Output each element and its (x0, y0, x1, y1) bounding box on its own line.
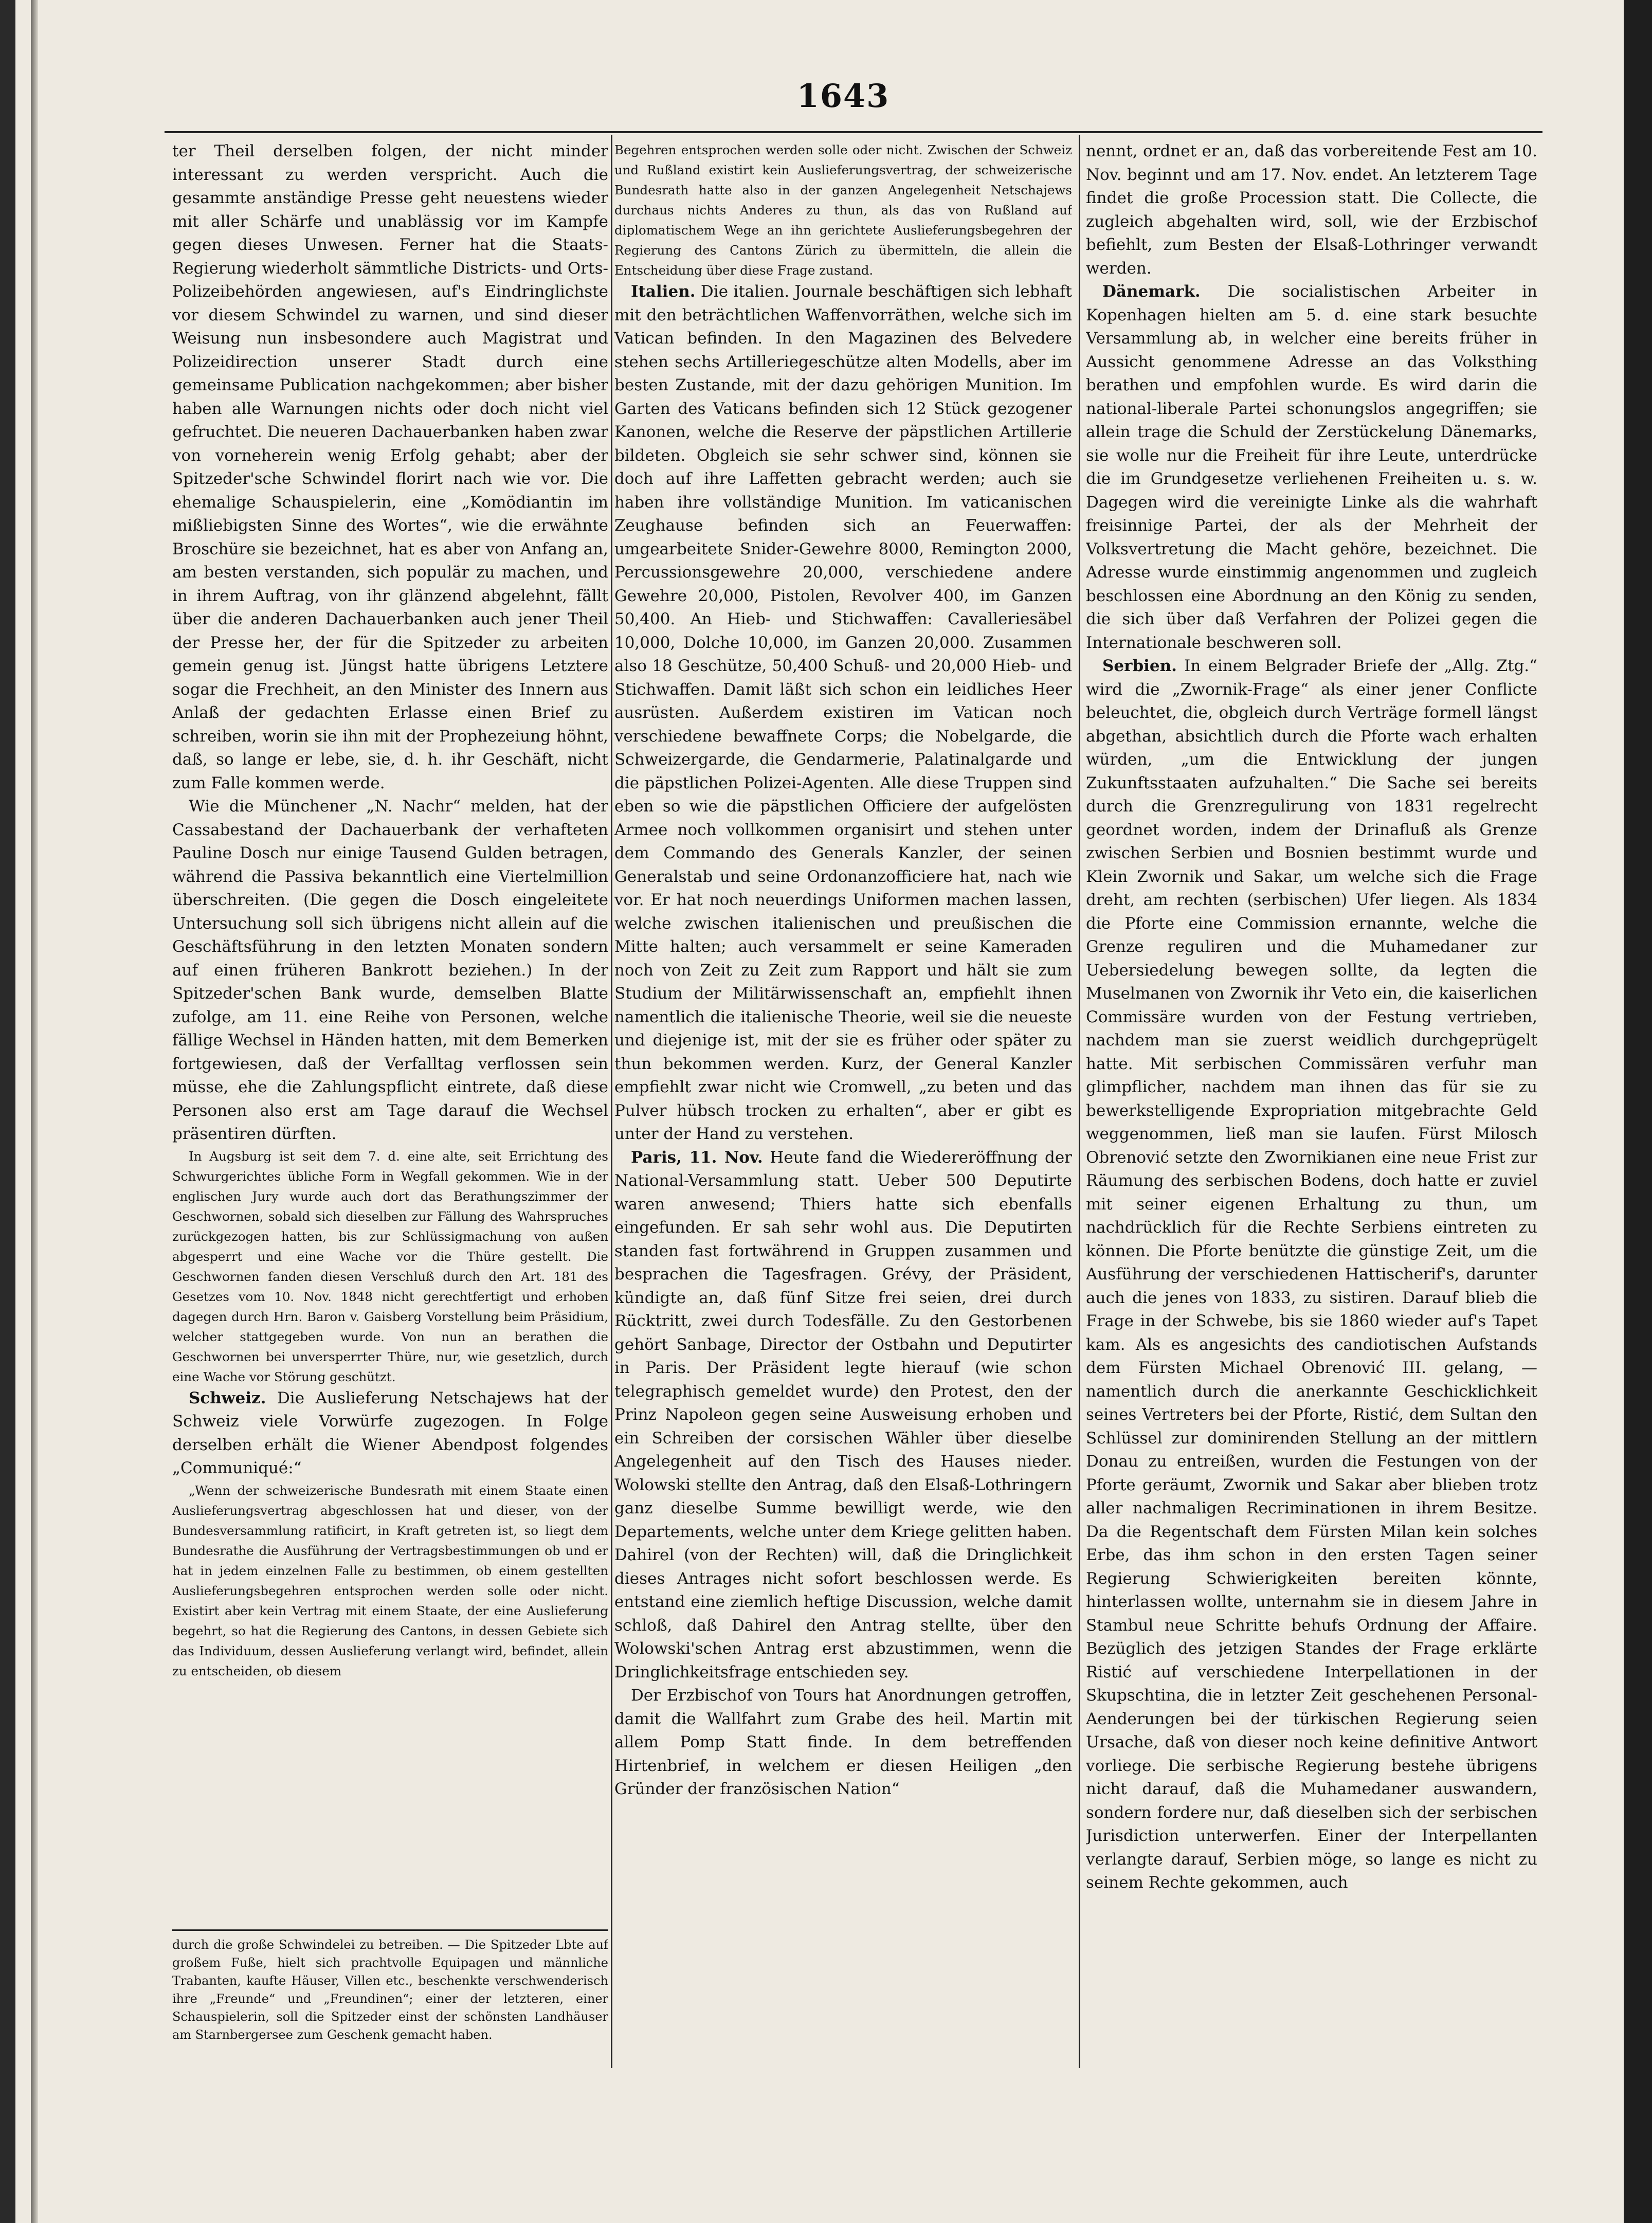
article-text: Die socialistischen Arbeiter in Kopenhagen hielten am 5. d. eine stark besuchte Versammlung ab, in welcher eine bereits früher in Aussicht genommene Adresse an das Volksthing berathen und empfohlen wurde. Es wird darin die national-liberale Partei schonungslos angegriffen; sie allein trage die Schuld der Zerstückelung Dänemarks, sie wolle nur die Freiheit für ihre Leute, unterdrücke die im Grundgesetze verliehenen Freiheiten u. s. w. Dagegen wird die vereinigte Linke als die wahrhaft freisinnige Partei, der als der Mehrheit der Volksvertretung die Macht gehöre, bezeichnet. Die Adresse wurde einstimmig angenommen und zugleich beschlossen eine Abordnung an den König zu senden, die sich über daß Verfahren der Polizei gegen die Internationale beschweren soll. (1086, 282, 1537, 652)
column-divider-1 (611, 135, 612, 2068)
column-divider-2 (1079, 135, 1080, 2068)
page-number: 1643 (796, 77, 890, 115)
article-paragraph: Wie die Münchener „N. Nachr“ melden, hat der Cassabestand der Dachauerbank der verhafteten Pauline Dosch nur einige Tausend Gulden betragen, während die Passiva bekanntlich eine Viertelmillion überschreiten. (Die gegen die Dosch eingeleitete Untersuchung soll sich übrigens nicht allein auf die Geschäftsführung in den letzten Monaten sondern auf einen früheren Bankrott beziehen.) In der Spitzeder'schen Bank wurde, demselben Blatte zufolge, am 11. eine Reihe von Personen, welche fällige Wechsel in Händen hatten, mit dem Bemerken fortgewiesen, daß der Verfalltag verflossen sein müsse, ehe die Zahlungspflicht eintrete, daß diese Personen also erst am Tage darauf die Wechsel präsentiren dürften. (172, 797, 608, 1143)
column-right (1086, 140, 1537, 2073)
article-text: In einem Belgrader Briefe der „Allg. Ztg.“ wird die „Zwornik-Frage“ als einer jener Conflicte beleuchtet, die, obgleich durch Verträge formell längst abgethan, absichtlich durch die Pforte wach erhalten würden, „um die Entwicklung der jungen Zukunftsstaaten aufzuhalten.“ Die Sache sei bereits durch die Grenzregulirung von 1831 regelrecht geordnet worden, indem der Drinafluß als Grenze zwischen Serbien und Bosnien bestimmt wurde und Klein Zwornik und Sakar, um welche sich die Frage dreht, am rechten (serbischen) Ufer liegen. Als 1834 die Pforte eine Commission ernannte, welche die Grenze reguliren und die Muhamedaner zur Uebersiedelung bewegen sollte, da legten die Muselmanen von Zwornik ihr Veto ein, die kaiserlichen Commissäre wurden von der Festung vertrieben, nachdem man sie zuerst weidlich durchgeprügelt hatte. Mit serbischen Commissären verfuhr man glimpflicher, nachdem man ihnen das für sie zu bewerkstelligende Expropriation mitgebrachte Geld weggenommen, ließ man sie laufen. Fürst Milosch Obrenović setzte den Zwornikianen eine neue Frist zur Räumung des serbischen Bodens, doch hatte er zuviel mit seiner eigenen Erhaltung zu thun, um nachdrücklich für die Rechte Serbiens eintreten zu können. Die Pforte benützte die günstige Zeit, um die Ausführung der verschiedenen Hattischerif's, darunter auch die jenes von 1833, zu sistiren. Darauf blieb die Frage in der Schwebe, bis sie 1860 wieder auf's Tapet kam. Als es angesichts des candiotischen Aufstands dem Fürsten Michael Obrenović III. gelang, — namentlich durch die anerkannte Geschicklichkeit seines Vertreters bei der Pforte, Ristić, dem Sultan den Schlüssel zur dominirenden Stellung an der mittlern Donau zu entreißen, wurden die Festungen von der Pforte geräumt, Zwornik und Sakar aber blieben trotz aller nachmaligen Recriminationen in ihrem Besitze. Da die Regentschaft dem Fürsten Milan kein solches Erbe, das ihm schon in den ersten Tagen seiner Regierung Schwierigkeiten bereiten könnte, hinterlassen wollte, unternahm sie in diesem Jahre in Stambul neue Schritte behufs Ordnung der Affaire. Bezüglich des jetzigen Standes der Frage erklärte Ristić auf verschiedene Interpellationen in der Skupschtina, die in letzter Zeit geschehenen Personal-Aenderungen bei der türkischen Regierung seien Ursache, daß von dieser noch keine definitive Antwort vorliege. Die serbische Regierung bestehe übrigens nicht darauf, daß die Muhamedaner auswandern, sondern fordere nur, daß dieselben sich der serbischen Jurisdiction unterwerfen. Einer der Interpellanten verlangte darauf, Serbien möge, so lange es nicht zu seinem Rechte gekommen, auch (1086, 657, 1537, 1892)
footnote: durch die große Schwindelei zu betreiben. — Die Spitzeder Lbte auf großem Fuße, hielt sich prachtvolle Equipagen und männliche Trabanten, kaufte Häuser, Villen etc., beschenkte verschwenderisch ihre „Freunde“ und „Freundinen“; einer der letzteren, einer Schauspielerin, soll die Spitzeder einst der schönsten Landhäuser am Starnbergersee zum Geschenk gemacht haben. (172, 1938, 608, 2042)
article-paragraph: nennt, ordnet er an, daß das vorbereitende Fest am 10. Nov. beginnt und am 17. Nov. endet. An letzterem Tage findet die große Procession statt. Die Collecte, die zugleich abgehalten wird, soll, wie der Erzbischof befiehlt, zum Besten der Elsaß-Lothringer verwandt werden. (1086, 142, 1537, 278)
scan-right-edge (1624, 0, 1652, 2223)
article-text: Die italien. Journale beschäftigen sich lebhaft mit den beträchtlichen Waffenvorräthen, welche sich im Vatican befinden. In den Magazinen des Belvedere stehen sechs Artilleriegeschütze alten Modells, aber im besten Zustande, mit der dazu gehörigen Munition. Im Garten des Vaticans befinden sich 12 Stück gezogener Kanonen, welche die Reserve der päpstlichen Artillerie bildeten. Obgleich sie sehr schwer sind, können sie doch auf ihre Laffetten gebracht werden; auch sie haben ihre vollständige Munition. Im vaticanischen Zeughause befinden sich an Feuerwaffen: umgearbeitete Snider-Gewehre 8000, Remington 2000, Percussionsgewehre 20,000, verschiedene andere Gewehre 20,000, Pistolen, Revolver 400, im Ganzen 50,400. An Hieb- und Stichwaffen: Cavalleriesäbel 10,000, Dolche 10,000, im Ganzen 20,000. Zusammen also 18 Geschütze, 50,400 Schuß- und 20,000 Hieb- und Stichwaffen. Damit läßt sich schon ein leidliches Heer ausrüsten. Außerdem existiren im Vatican noch verschiedene bewaffnete Corps; die Nobelgarde, die Schweizergarde, die Gendarmerie, Palatinalgarde und die päpstlichen Polizei-Agenten. Alle diese Truppen sind eben so wie die päpstlichen Officiere der aufgelösten Armee noch vollkommen organisirt und stehen unter dem Commando des Generals Kanzler, der seinen Generalstab und seine Ordonanzofficiere hat, nach wie vor. Er hat noch neuerdings Uniformen machen lassen, welche zwischen italienischen und preußischen die Mitte halten; auch versammelt er seine Kameraden noch von Zeit zu Zeit zum Rapport und hält sie zum Studium der Militärwissenschaft an, empfiehlt ihnen namentlich die italienische Theorie, weil sie die neueste und diejenige ist, mit der sie es früher oder später zu thun bekommen werden. Kurz, der General Kanzler empfiehlt zwar nicht wie Cromwell, „zu beten und das Pulver hübsch trocken zu erhalten“, aber er gibt es unter der Hand zu verstehen. (614, 282, 1072, 1143)
article-paragraph-small: Begehren entsprochen werden solle oder nicht. Zwischen der Schweiz und Rußland existirt kein Auslieferungsvertrag, der schweizerische Bundesrath hatte also in der ganzen Angelegenheit Netschajews durchaus nichts Anderes zu thun, als das von Rußland auf diplomatischem Wege an ihn gerichtete Auslieferungsbegehren der Regierung des Cantons Zürich zu übermitteln, die allein die Entscheidung über diese Frage zustand. (614, 142, 1072, 278)
article-paragraph (1086, 655, 1537, 1895)
column-left (172, 140, 608, 2073)
article-text: Heute fand die Wiedereröffnung der National-Versammlung statt. Ueber 500 Deputirte waren anwesend; Thiers hatte sich ebenfalls eingefunden. Er sah sehr wohl aus. Die Deputirten standen fast fortwährend in Gruppen zusammen und besprachen die Tagesfragen. Grévy, der Präsident, kündigte an, daß fünf Sitze frei seien, drei durch Rücktritt, zwei durch Todesfälle. Zu den Gestorbenen gehört Sanbage, Director der Ostbahn und Deputirter in Paris. Der Präsident legte hierauf (wie schon telegraphisch gemeldet wurde) den Protest, den der Prinz Napoleon gegen seine Ausweisung erhoben und ein Schreiben der corsischen Wähler über dieselbe Angelegenheit auf den Tisch des Hauses nieder. Wolowski stellte den Antrag, daß den Elsaß-Lothringern ganz dieselbe Summe bewilligt werde, wie den Departements, welche unter dem Kriege gelitten haben. Dahirel (von der Rechten) will, daß die Dringlichkeit dieses Antrages nicht sofort beschlossen werde. Es entstand eine ziemlich heftige Discussion, welche damit schloß, daß Dahirel den Antrag stellte, über den Wolowski'schen Antrag erst abzustimmen, wenn die Dringlichkeitsfrage entschieden sey. (614, 1148, 1072, 1682)
article-paragraph (1086, 280, 1537, 655)
article-paragraph (614, 280, 1072, 1146)
scan-left-edge (0, 0, 15, 2223)
article-paragraph: Der Erzbischof von Tours hat Anordnungen getroffen, damit die Wallfahrt zum Grabe des heil. Martin mit allem Pomp Statt finde. In dem betreffenden Hirtenbrief, in welchem er diesen Heiligen „den Gründer der französischen Nation“ (614, 1686, 1072, 1798)
page-spine-shadow (31, 0, 38, 2223)
section-heading-paris: Paris, 11. Nov. (631, 1148, 763, 1167)
article-text: Die Auslieferung Netschajews hat der Schweiz viele Vorwürfe zugezogen. In Folge derselben erhält die Wiener Abendpost folgendes „Communiqué:“ (172, 1388, 608, 1477)
article-paragraph (172, 1387, 608, 1480)
article-paragraph-small: „Wenn der schweizerische Bundesrath mit einem Staate einen Auslieferungsvertrag abgeschlossen hat und dieser, von der Bundesversammlung ratificirt, in Kraft getreten ist, so liegt dem Bundesrathe die Ausführung der Vertragsbestimmungen ob und er hat in jedem einzelnen Falle zu bestimmen, ob einem gestellten Auslieferungsbegehren entsprochen werden solle oder nicht. Existirt aber kein Vertrag mit einem Staate, der eine Auslieferung begehrt, so hat die Regierung des Cantons, in dessen Gebiete sich das Individuum, dessen Auslieferung verlangt wird, befindet, allein zu entscheiden, ob diesem (172, 1483, 608, 1678)
section-heading-italien: Italien. (631, 282, 696, 301)
newspaper-page (15, 0, 1652, 2223)
article-paragraph: ter Theil derselben folgen, der nicht minder interessant zu werden verspricht. Auch die gesammte anständige Presse geht neuestens wieder mit aller Schärfe und unablässig vor im Kampfe gegen dieses Unwesen. Ferner hat die Staats-Regierung wiederholt sämmtliche Districts- und Orts-Polizeibehörden angewiesen, auf's Eindringlichste vor diesem Schwindel zu warnen, und sind dieser Weisung nun insbesondere auch Magistrat und Polizeidirection unserer Stadt durch eine gemeinsame Publication nachgekommen; aber bisher haben alle Warnungen nichts oder doch nicht viel gefruchtet. Die neueren Dachauerbanken haben zwar von vorneherein wenig Erfolg gehabt; aber der Spitzeder'sche Schwindel florirt nach wie vor. Die ehemalige Schauspielerin, eine „Komödiantin im mißliebigsten Sinne des Wortes“, wie die erwähnte Broschüre sie bezeichnet, hat es aber von Anfang an, am besten verstanden, sich populär zu machen, und in ihrem Auftrag, von ihr glänzend abgelehnt, fällt über die anderen Dachauerbanken auch jener Theil der Presse her, der für die Spitzeder zu arbeiten gemein genug ist. Jüngst hatte übrigens Letztere sogar die Frechheit, an den Minister des Innern aus Anlaß der gedachten Erlasse einen Brief zu schreiben, worin sie ihn mit der Prophezeiung höhnt, daß, so lange er lebe, sie, d. h. ihr Geschäft, nicht zum Falle kommen werde. (172, 142, 608, 792)
section-heading-serbien: Serbien. (1102, 657, 1177, 675)
article-paragraph-small: In Augsburg ist seit dem 7. d. eine alte, seit Errichtung des Schwurgerichtes übliche Form in Wegfall gekommen. Wie in der englischen Jury wurde auch dort das Berathungszimmer der Geschwornen, sobald sich dieselben zur Fällung des Wahrspruches zurückgezogen hatten, bis zur Schlüssigmachung von außen abgesperrt und eine Wache vor die Thüre gestellt. Die Geschwornen fanden diesen Verschluß durch den Art. 181 des Gesetzes vom 10. Nov. 1848 nicht gerechtfertigt und erhoben dagegen durch Hrn. Baron v. Gaisberg Vorstellung beim Präsidium, welcher stattgegeben wurde. Von nun an berathen die Geschwornen bei unversperrter Thüre, nur, wie gesetzlich, durch eine Wache vor Störung geschützt. (172, 1148, 608, 1384)
section-heading-schweiz: Schweiz. (189, 1388, 266, 1407)
column-middle (614, 140, 1072, 2073)
header-rule (165, 131, 1542, 133)
article-paragraph (614, 1146, 1072, 1685)
section-heading-daenemark: Dänemark. (1102, 282, 1201, 301)
